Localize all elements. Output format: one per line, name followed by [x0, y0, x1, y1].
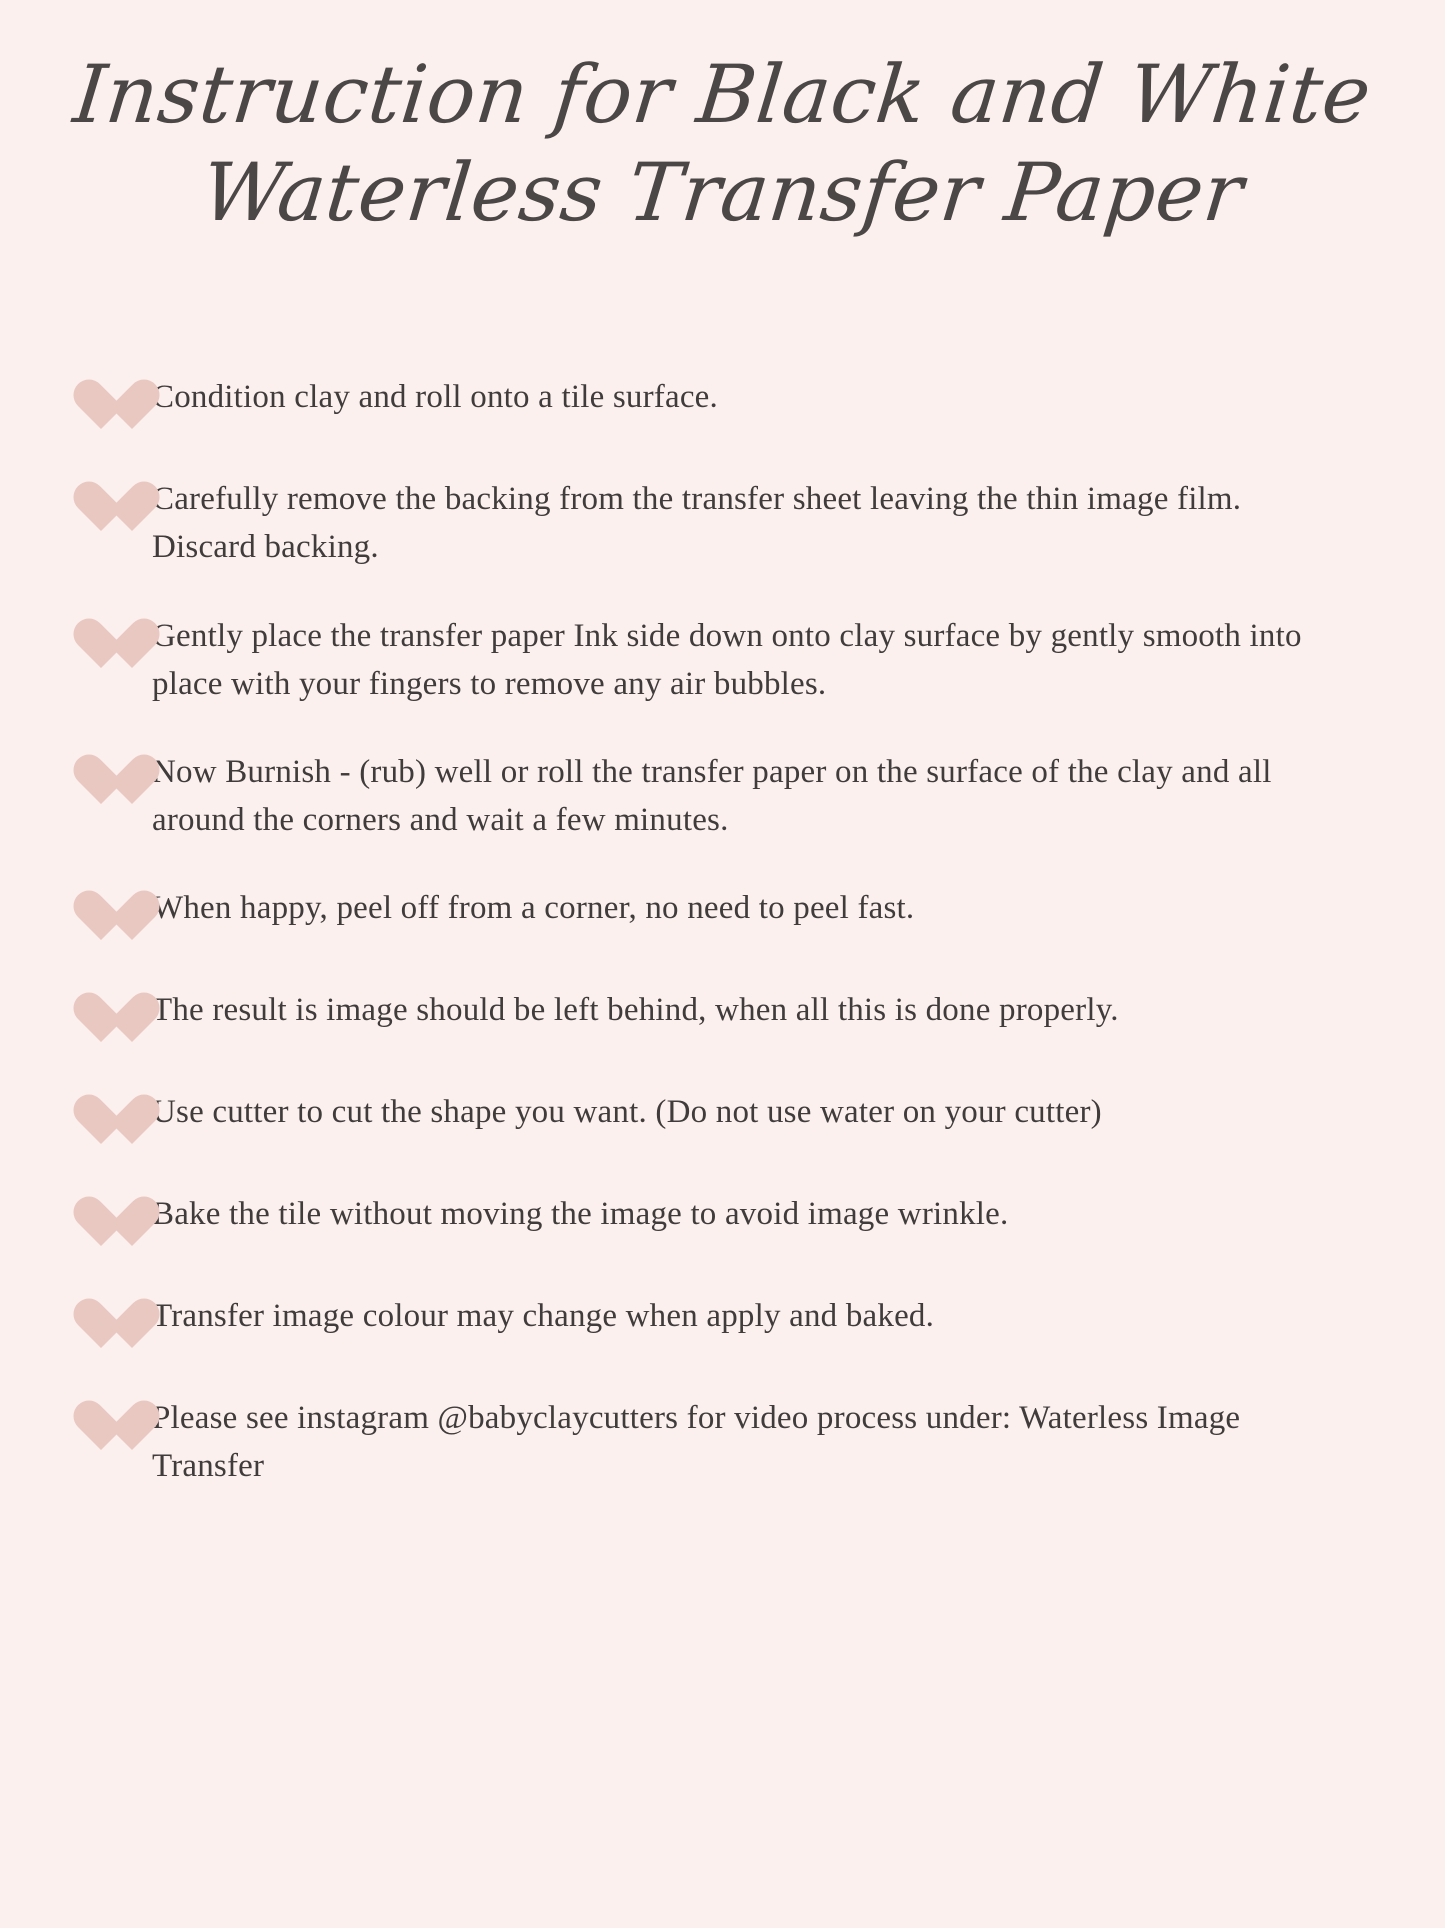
- list-item: [70, 982, 1365, 1048]
- list-item: [70, 1186, 1365, 1252]
- heart-icon: [70, 1394, 132, 1456]
- heart-icon: [70, 1292, 132, 1354]
- list-item: [70, 1084, 1365, 1150]
- list-item-text: When happy, peel off from a corner, no need to peel fast.: [152, 890, 915, 927]
- page-title-line-2: Waterless Transfer Paper: [197, 145, 1248, 239]
- list-item: [70, 1288, 1365, 1354]
- heart-icon: [70, 986, 132, 1048]
- heart-icon: [70, 612, 132, 674]
- list-item: [70, 1390, 1365, 1490]
- list-item: [70, 880, 1365, 946]
- heart-icon: [70, 373, 132, 435]
- page-title-line-1: Instruction for Black and White: [69, 48, 1376, 141]
- page-title: [0, 0, 1445, 241]
- heart-icon: [70, 1088, 132, 1150]
- list-item-text: Gently place the transfer paper Ink side down onto clay surface by gently smooth into place with your fingers to remove any air bubbles.: [152, 617, 1302, 702]
- heart-icon: [70, 748, 132, 810]
- list-item-text: Bake the tile without moving the image to avoid image wrinkle.: [152, 1196, 1009, 1233]
- instruction-list: [0, 369, 1445, 1490]
- list-item-text: The result is image should be left behind, when all this is done properly.: [152, 992, 1119, 1029]
- heart-icon: [70, 1190, 132, 1252]
- list-item-text: Transfer image colour may change when apply and baked.: [152, 1298, 935, 1335]
- list-item-text: Use cutter to cut the shape you want. (Do not use water on your cutter): [152, 1094, 1102, 1131]
- list-item-text: Carefully remove the backing from the transfer sheet leaving the thin image film. Discard backing.: [152, 481, 1242, 566]
- list-item-text: Now Burnish - (rub) well or roll the transfer paper on the surface of the clay and all around the corners and wait a few minutes.: [152, 753, 1272, 839]
- heart-icon: [70, 475, 132, 537]
- list-item: [70, 608, 1365, 708]
- list-item: [70, 369, 1365, 435]
- list-item: [70, 744, 1365, 844]
- list-item-text: Please see instagram @babyclaycutters for video process under: Waterless Image Transfer: [152, 1400, 1241, 1485]
- list-item-text: Condition clay and roll onto a tile surface.: [152, 379, 718, 416]
- heart-icon: [70, 884, 132, 946]
- list-item: [70, 471, 1365, 571]
